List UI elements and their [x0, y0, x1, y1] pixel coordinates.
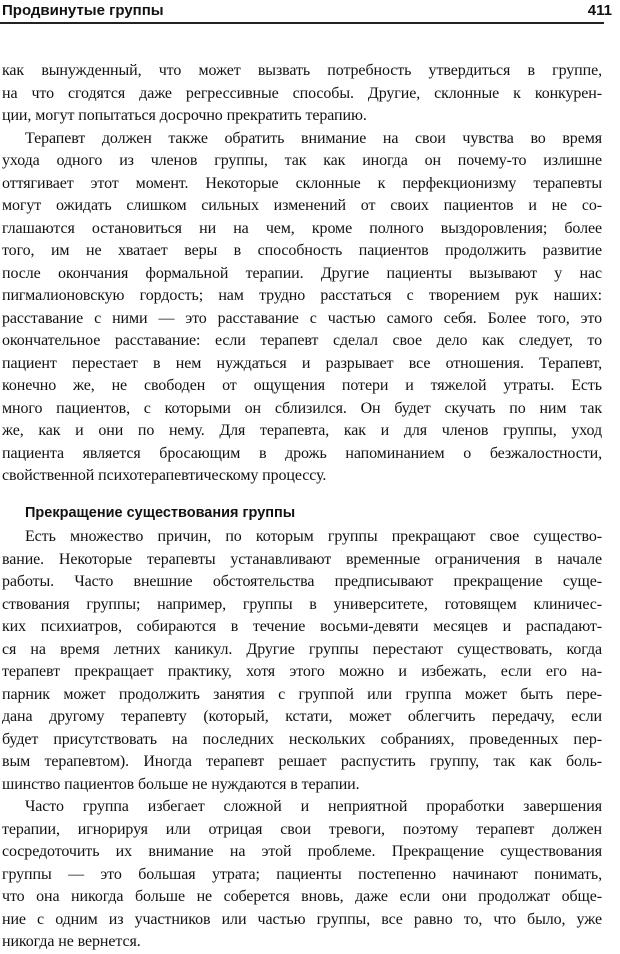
text-line: группы — это большая утрата; пациенты постепенно начинают понимать,	[2, 865, 602, 883]
text-line: дана другому терапевту (который, кстати, может облегчить передачу, если	[2, 708, 602, 725]
text-line: терапии, игнорируя или отрицая свои тревоги, поэтому терапевт должен	[2, 820, 602, 838]
text-line: же, как и они по нему. Для терапевта, как и для членов группы, уход	[2, 422, 602, 439]
text-line: пациент перестает в нем нуждаться и разрывает все отношения. Терапевт,	[2, 354, 602, 372]
header-rule	[0, 22, 604, 24]
text-line: пигмалионовскую гордость; нам трудно расстаться с творением рук наших:	[2, 287, 602, 304]
text-line: после окончания формальной терапии. Другие пациенты вызывают у нас	[2, 264, 602, 282]
text-line: конечно же, не свободен от ощущения потери и тяжелой утраты. Есть	[2, 377, 602, 394]
text-line: ции, могут попытаться досрочно прекратить терапию.	[2, 107, 367, 124]
running-head	[0, 0, 620, 26]
text-line: шинство пациентов больше не нуждаются в терапии.	[2, 775, 360, 793]
text-line: ухода одного из членов группы, так как иногда он почему-то излишне	[2, 152, 602, 169]
text-line: ствования группы; например, группы в университете, готовящем клиничес-	[2, 595, 602, 613]
section-heading: Прекращение существования группы	[25, 504, 296, 521]
text-line: вым терапевтом). Иногда терапевт решает распустить группу, так как боль-	[2, 753, 602, 770]
body-text	[2, 60, 602, 954]
text-line: ких психиатров, собираются в течение восьми-девяти месяцев и распадают-	[2, 618, 602, 635]
text-line: свойственной психотерапевтическому процессу.	[2, 467, 327, 484]
text-line: никогда не вернется.	[2, 933, 141, 950]
text-line: что она никогда больше не соберется вновь, даже если они продолжат обще-	[2, 888, 602, 905]
text-line: оттягивает этот момент. Некоторые склонные к перфекционизму терапевты	[2, 174, 602, 192]
text-line: будет присутствовать на последних нескольких собраниях, проведенных пер-	[2, 730, 602, 748]
page-number: 411	[587, 2, 612, 19]
text-line: вание. Некоторые терапевты устанавливают временные ограничения в начале	[2, 550, 602, 568]
text-line: могут ожидать слишком сильных изменений от своих пациентов и не со-	[2, 197, 602, 214]
text-line: сосредоточить их внимание на этой проблеме. Прекращение существования	[2, 843, 602, 860]
text-line: расставание с ними — это расставание с частью самого себя. Более того, это	[2, 309, 602, 327]
text-line: глашаются остановиться ни на чем, кроме полного выздоровления; более	[2, 219, 602, 237]
paragraph	[2, 60, 602, 128]
text-line: того, им не хватает веры в способность пациентов продолжить развитие	[2, 242, 602, 259]
text-line: ся на время летних каникул. Другие группы перестают существовать, когда	[2, 640, 602, 658]
text-line: Терапевт должен также обратить внимание на свои чувства во время	[25, 129, 602, 147]
text-line: окончательное расставание: если терапевт сделал свое дело как следует, то	[2, 332, 602, 349]
text-line: терапевт прекращает практику, хотя этого можно и избежать, если его на-	[2, 663, 602, 680]
paragraph	[2, 128, 602, 488]
text-line: много пациентов, с которыми он сблизился. Он будет скучать по ним так	[2, 399, 602, 417]
paragraph	[2, 796, 602, 954]
text-line: как вынужденный, что может вызвать потребность утвердиться в группе,	[2, 62, 602, 79]
text-line: на что сгодятся даже регрессивные способы. Другие, склонные к конкурен-	[2, 84, 602, 102]
paragraph	[2, 526, 602, 796]
text-line: ние с одним из участников или частью группы, все равно то, что было, уже	[2, 910, 602, 928]
text-line: пациента является бросающим в дрожь напоминанием о безжалостности,	[2, 444, 602, 462]
running-title: Продвинутые группы	[2, 2, 164, 19]
text-line: Часто группа избегает сложной и неприятной проработки завершения	[25, 798, 602, 815]
text-line: работы. Часто внешние обстоятельства предписывают прекращение суще-	[2, 573, 602, 590]
text-line: Есть множество причин, по которым группы прекращают свое существо-	[25, 528, 602, 545]
text-line: парник может продолжить занятия с группой или группа может быть пере-	[2, 685, 602, 703]
